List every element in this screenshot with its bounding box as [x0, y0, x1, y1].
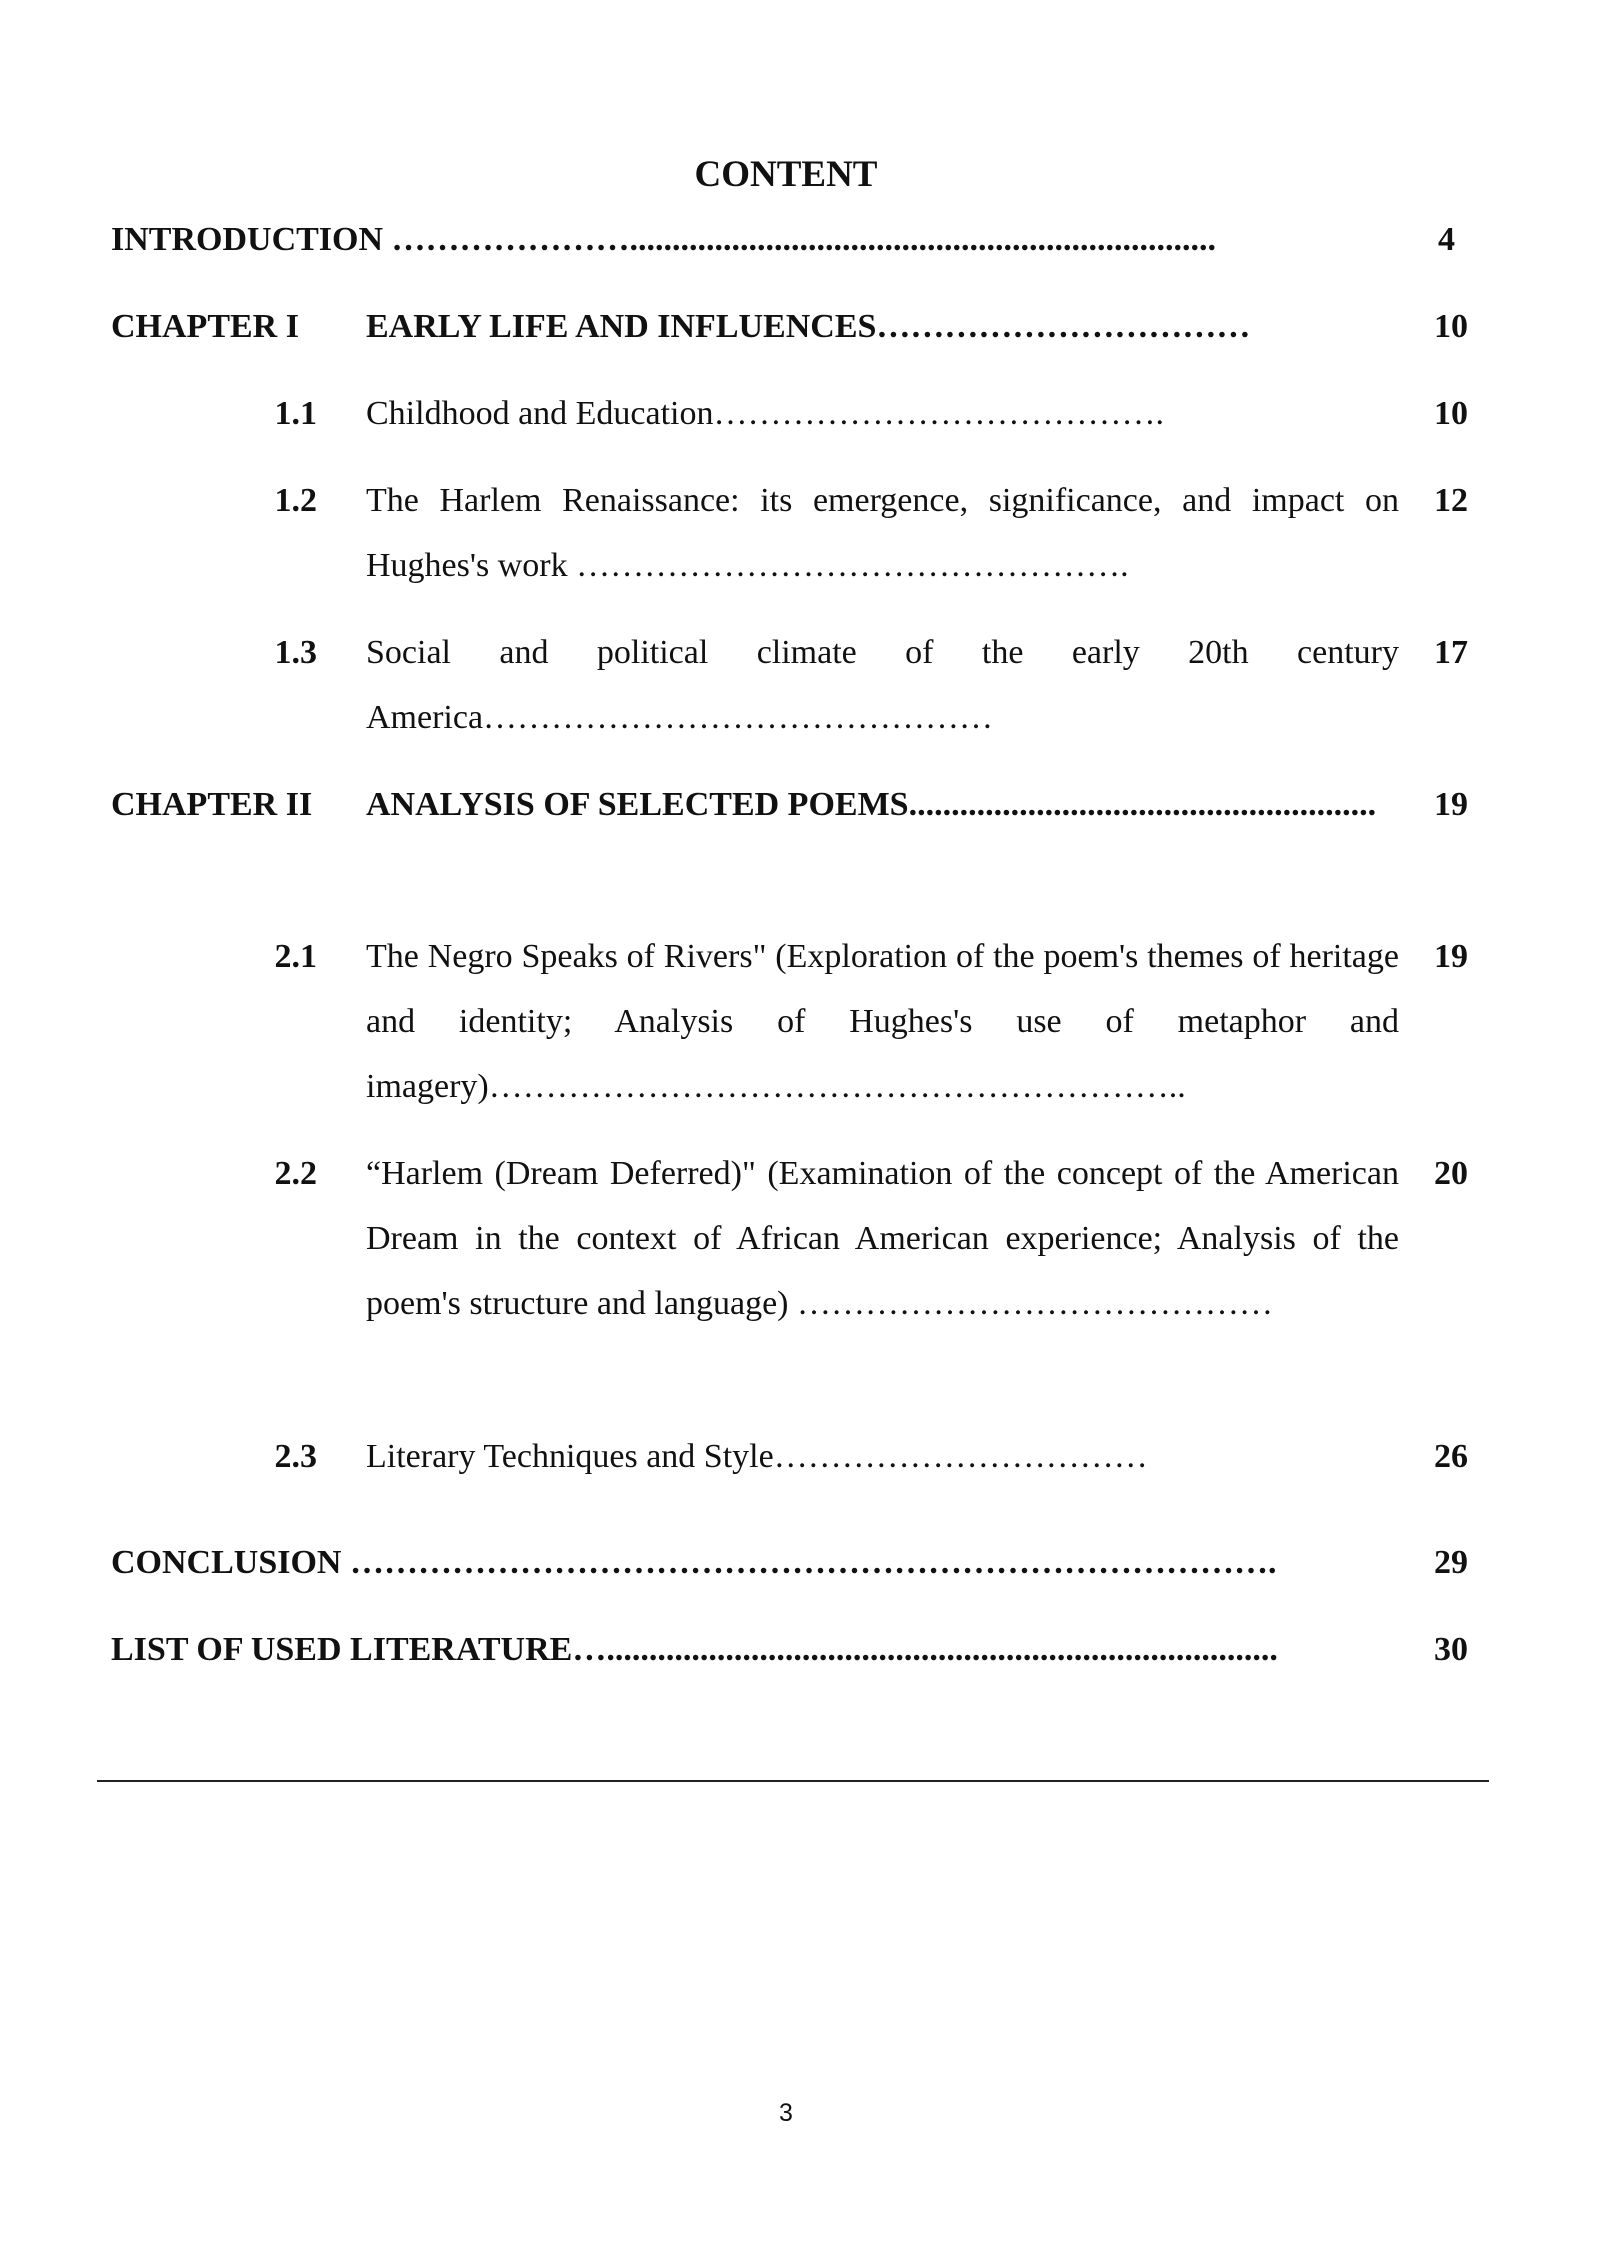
toc-entry-page: 29	[1434, 1544, 1468, 1581]
toc-entry-label: CHAPTER I	[111, 308, 299, 345]
toc-entry-text: LIST OF USED LITERATURE…...............................................................................	[111, 1631, 1278, 1668]
toc-entry-text: The Negro Speaks of Rivers" (Exploration of the poem's themes of heritage and identity; Analysis of Hughes's use of metaphor and imagery)……………………………………………………..	[366, 938, 1399, 1105]
toc-entry-page: 12	[1434, 482, 1468, 519]
toc-entry-page: 30	[1434, 1631, 1468, 1668]
toc-entry-text: Childhood and Education………………………………….	[366, 395, 1165, 432]
toc-entry-label: 1.3	[274, 634, 317, 671]
toc-entry-label: CHAPTER II	[111, 786, 313, 823]
page-title: CONTENT	[694, 154, 878, 195]
toc-entry-page: 19	[1434, 786, 1468, 823]
toc-entry-text: ANALYSIS OF SELECTED POEMS.......................................................	[366, 786, 1377, 823]
toc-entry-text: INTRODUCTION ………………….....................................................................	[111, 221, 1217, 258]
toc-entry-label: 2.1	[274, 938, 317, 975]
toc-entry-text: EARLY LIFE AND INFLUENCES……………………………	[366, 308, 1251, 345]
toc-entry-text: The Harlem Renaissance: its emergence, significance, and impact on Hughes's work ………………………………………….	[366, 482, 1399, 584]
toc-entry-label: 2.3	[274, 1438, 317, 1475]
toc-entry-text: “Harlem (Dream Deferred)" (Examination of the concept of the American Dream in the context of African American experience; Analysis of the poem's structure and language) ……………………………………	[366, 1155, 1399, 1322]
toc-entry-label: 2.2	[274, 1155, 317, 1192]
toc-entry-text: CONCLUSION ……………………………………………………………………….	[111, 1544, 1277, 1581]
toc-entry-page: 20	[1434, 1155, 1468, 1192]
toc-entry-page: 10	[1434, 308, 1468, 345]
toc-entry-text: Social and political climate of the early 20th century America………………………………………	[366, 634, 1399, 736]
toc-entry-page: 17	[1434, 634, 1468, 671]
toc-entry-label: 1.2	[274, 482, 317, 519]
toc-entry-page: 4	[1438, 221, 1455, 258]
toc-entry-page: 19	[1434, 938, 1468, 975]
toc-entry-label: 1.1	[274, 395, 317, 432]
toc-entry-page: 26	[1434, 1438, 1468, 1475]
footnote-separator	[97, 1780, 1489, 1782]
page-number: 3	[779, 2099, 793, 2127]
toc-entry-page: 10	[1434, 395, 1468, 432]
toc-entry-text: Literary Techniques and Style……………………………	[366, 1438, 1148, 1475]
